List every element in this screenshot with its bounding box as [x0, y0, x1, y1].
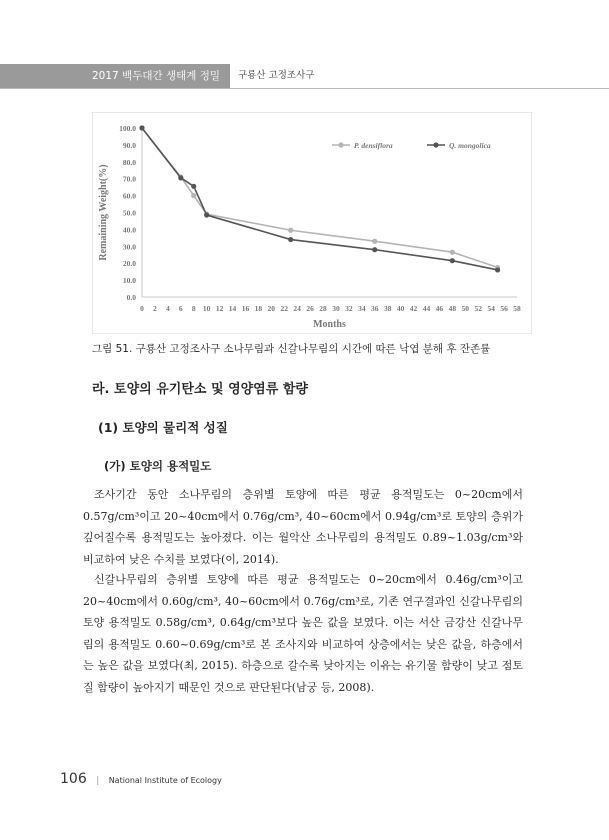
section-heading: 라. 토양의 유기탄소 및 영양염류 함량: [92, 382, 308, 397]
x-tick-label: 6: [178, 304, 183, 313]
y-tick-label: 80.0: [122, 157, 136, 167]
y-axis-label: Remaining Weight(%): [98, 164, 109, 261]
data-point: [139, 125, 144, 130]
legend-label: P. densiflora: [354, 141, 393, 150]
data-point: [372, 247, 377, 252]
y-tick-label: 90.0: [122, 140, 136, 150]
data-point: [204, 212, 209, 217]
x-tick-label: 2: [153, 304, 157, 313]
y-tick-label: 0.0: [126, 293, 136, 302]
x-tick-label: 32: [345, 304, 353, 313]
subsubsection-heading: (가) 토양의 용적밀도: [104, 459, 212, 473]
paragraph-oak-bulk-density: 신갈나무림의 층위별 토양에 따른 평균 용적밀도는 0~20cm에서 0.46g/cm³이고 20~40cm에서 0.60g/cm³, 40~60cm에서 0.76g/cm³로, 기존 연구결과인 신갈나무림의 토양 용적밀도 0.58g/cm³, 0.64g/cm³보다 높은 값을 보였다. 이는 서산 금강산 신갈나무림의 용적밀도 0.60~0.69g/cm³로 본 조사지와 비교하여 상층에서는 낮은 값을, 하층에서는 높은 값을 보였다(최, 2015). 하층으로 갈수록 낮아지는 이유는 유기물 함량이 낮고 점토질 함량이 높아지기 때문인 것으로 판단된다(남궁 등, 2008).: [83, 573, 523, 694]
x-tick-label: 58: [513, 304, 521, 313]
section-title: 구룡산 고정조사구: [238, 70, 315, 81]
x-tick-label: 12: [215, 304, 224, 313]
data-point: [288, 228, 293, 233]
data-point: [450, 258, 455, 263]
x-tick-label: 30: [332, 304, 340, 313]
page-number: 106: [60, 771, 87, 787]
x-tick-label: 46: [435, 304, 444, 313]
data-point: [495, 267, 500, 272]
legend-swatch-marker: [338, 142, 343, 147]
x-tick-label: 10: [202, 304, 211, 313]
x-tick-label: 26: [306, 304, 314, 313]
y-tick-label: 50.0: [122, 208, 136, 218]
y-tick-label: 10.0: [122, 276, 136, 286]
data-point: [372, 239, 377, 244]
x-tick-label: 16: [241, 304, 250, 313]
footer-separator: |: [96, 776, 100, 786]
x-tick-label: 24: [293, 304, 301, 313]
x-tick-label: 8: [191, 304, 196, 313]
running-header: [0, 64, 609, 106]
x-tick-label: 48: [448, 304, 457, 313]
x-tick-label: 52: [474, 304, 482, 313]
data-point: [288, 237, 293, 242]
report-title-tab: 2017 백두대간 생태계 정밀조사: [0, 64, 230, 88]
legend-label: Q. mongolica: [449, 141, 491, 150]
x-tick-label: 40: [396, 304, 405, 313]
y-tick-label: 60.0: [122, 191, 136, 201]
data-point: [450, 250, 455, 255]
x-tick-label: 54: [487, 304, 495, 313]
data-point: [178, 175, 183, 180]
data-point: [191, 184, 196, 189]
x-tick-label: 50: [461, 304, 470, 313]
x-axis-label: Months: [313, 319, 346, 330]
litter-decomposition-chart: [92, 112, 532, 334]
x-tick-label: 14: [228, 304, 237, 313]
x-tick-label: 44: [422, 304, 431, 313]
x-tick-label: 22: [280, 304, 288, 313]
figure-caption: 그림 51. 구룡산 고정조사구 소나무림과 신갈나무림의 시간에 따른 낙엽 분해 후 잔존률: [92, 343, 491, 355]
footer-organization: National Institute of Ecology: [108, 776, 222, 785]
legend-swatch-marker: [433, 142, 438, 147]
x-tick-label: 56: [500, 304, 508, 313]
x-tick-label: 18: [254, 304, 263, 313]
x-tick-label: 36: [371, 304, 379, 313]
x-tick-label: 4: [165, 304, 170, 313]
x-tick-label: 0: [140, 304, 144, 313]
y-tick-label: 100.0: [119, 124, 136, 133]
x-tick-label: 20: [267, 304, 276, 313]
y-tick-label: 70.0: [122, 174, 136, 184]
x-tick-label: 38: [383, 304, 392, 313]
y-tick-label: 30.0: [122, 242, 136, 252]
x-tick-label: 28: [319, 304, 327, 313]
x-tick-label: 34: [358, 304, 366, 313]
data-point: [191, 193, 196, 198]
x-tick-label: 42: [409, 304, 418, 313]
subsection-heading: (1) 토양의 물리적 성질: [98, 420, 228, 435]
paragraph-pine-bulk-density: 조사기간 동안 소나무림의 층위별 토양에 따른 평균 용적밀도는 0~20cm에서 0.57g/cm³이고 20~40cm에서 0.76g/cm³, 40~60cm에서 0.94g/cm³로 토양의 층위가 깊어질수록 용적밀도는 높아졌다. 이는 월악산 소나무림의 용적밀도 0.89~1.03g/cm³와 비교하여 낮은 수치를 보였다(이, 2014).: [83, 488, 523, 566]
page-footer: [60, 771, 222, 787]
y-tick-label: 20.0: [122, 259, 136, 269]
y-tick-label: 40.0: [122, 225, 136, 235]
